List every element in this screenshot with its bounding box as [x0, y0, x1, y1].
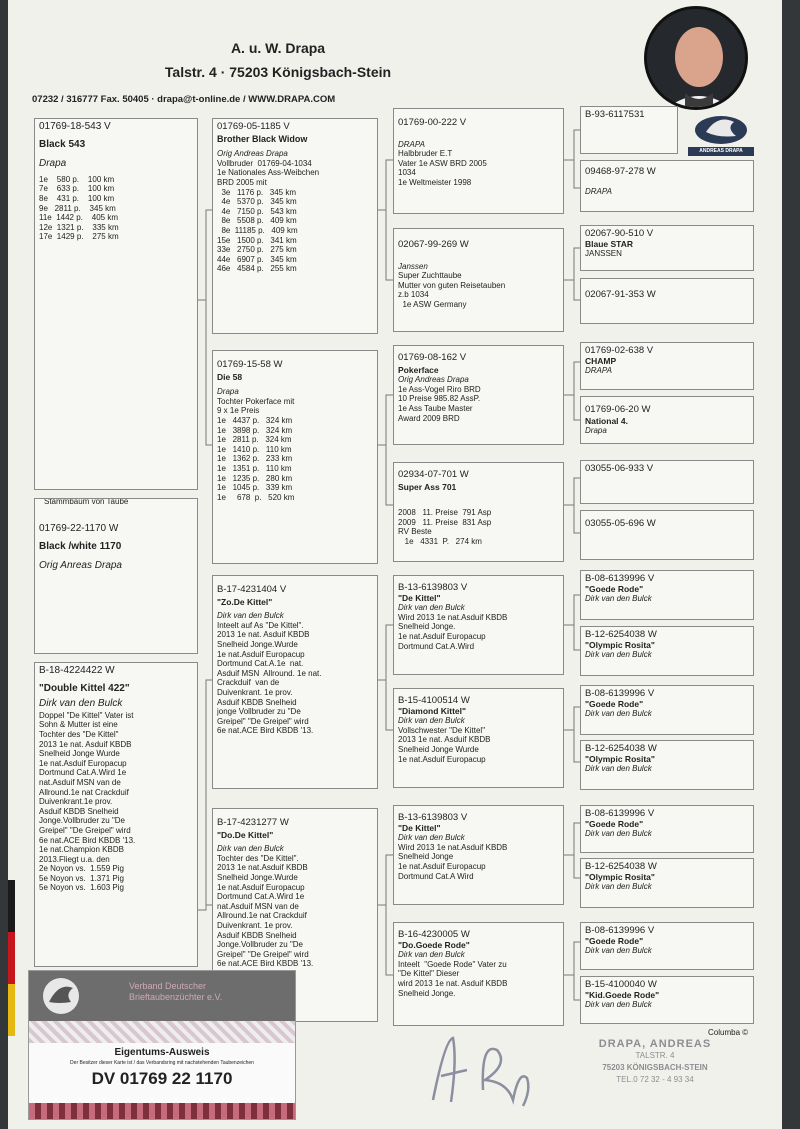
handwritten-signature: [423, 1030, 543, 1121]
pigeon-name: "Double Kittel 422": [39, 682, 130, 694]
info-line: Snelheid Jonge Wurde: [398, 744, 479, 754]
info-line: 1e 4437 p. 324 km: [217, 415, 293, 425]
ring-number: B-13-6139803 V: [398, 812, 468, 823]
pedigree-box-p3: [212, 575, 378, 789]
info-line: Dortmund Cat.A.Wird 1e: [39, 768, 127, 778]
info-line: 4e 7150 p. 543 km: [217, 206, 297, 216]
breeder-name: Orig Anreas Drapa: [39, 560, 122, 572]
pedigree-box-gg14: [580, 858, 754, 908]
info-line: Doppel "De Kittel" Vater ist: [39, 710, 134, 720]
pedigree-box-sire: [34, 118, 198, 490]
pigeon-name: "De Kittel": [398, 592, 441, 603]
ring-number: B-16-4230005 W: [398, 929, 470, 940]
pigeon-name: Pokerface: [398, 364, 439, 375]
info-line: 9 x 1e Preis: [217, 406, 260, 416]
pedigree-box-p1: [212, 118, 378, 334]
info-line: 2013 1e nat.Asduif KBDB: [217, 863, 308, 873]
pigeon-name: Black 543: [39, 138, 86, 150]
pigeon-name: "Olympic Rosita": [585, 871, 655, 882]
ring-number: B-08-6139996 V: [585, 688, 655, 699]
breeder-name: Dirk van den Bulck: [585, 1000, 652, 1010]
breeder-name: Orig Andreas Drapa: [217, 149, 288, 159]
info-line: 1e 678 p. 520 km: [217, 492, 295, 502]
info-line: Vollbruder 01769-04-1034: [217, 158, 312, 168]
info-line: 1e 1235 p. 280 km: [217, 473, 293, 483]
info-line: 8e 5508 p. 409 km: [217, 216, 297, 226]
pigeon-name: "Do.Goede Rode": [398, 939, 470, 950]
columba-credit: Columba ©: [708, 1028, 749, 1037]
pedigree-box-g2: [393, 228, 564, 332]
info-line: 1e nat.Asduif Europacup: [217, 882, 305, 892]
info-line: Mutter von guten Reisetauben: [398, 280, 506, 290]
info-line: 4e 5370 p. 345 km: [217, 197, 297, 207]
breeder-title: A. u. W. Drapa: [230, 40, 326, 56]
pedigree-box-gg1: [580, 106, 678, 154]
pigeon-name: "Do.De Kittel": [217, 829, 274, 840]
info-line: 44e 6907 p. 345 km: [217, 254, 297, 264]
pigeon-name: Black /white 1170: [39, 540, 122, 552]
breeder-name: Dirk van den Bulck: [585, 764, 652, 774]
info-line: 1e nat.Asduif Europacup: [39, 758, 127, 768]
pigeon-emblem-icon: [41, 976, 81, 1016]
info-line: Snelheid Jonge.Wurde: [217, 872, 298, 882]
ring-number: B-08-6139996 V: [585, 573, 655, 584]
info-line: jonge Vollbruder zu "De: [217, 707, 301, 717]
stammbaum-label: Stammbaum von Taube: [41, 498, 131, 507]
info-line: Asduif KBDB Snelheid: [39, 806, 119, 816]
breeder-name: DRAPA: [585, 186, 612, 196]
info-line: Inteelt auf As "De Kittel".: [217, 620, 304, 630]
info-line: 1e 3898 p. 324 km: [217, 425, 293, 435]
stamp-name: DRAPA, ANDREAS: [598, 1038, 712, 1050]
ring-number: B-12-6254038 W: [585, 861, 657, 872]
card-header: [29, 971, 295, 1021]
info-line: 15e 1500 p. 341 km: [217, 235, 297, 245]
pedigree-box-subject: [34, 498, 198, 654]
pedigree-box-gg7: [580, 460, 754, 504]
info-line: 5e Noyon vs. 1.371 Pig: [39, 873, 124, 883]
info-line: 1e Weltmeister 1998: [398, 177, 472, 187]
result-line: 7e 633 p. 100 km: [39, 184, 115, 194]
pigeon-name: Super Ass 701: [398, 481, 457, 492]
info-line: RV Beste: [398, 527, 432, 537]
stamp-tel: TEL.0 72 32 - 4 93 34: [616, 1075, 694, 1084]
stamp-city: 75203 KÖNIGSBACH-STEIN: [602, 1063, 708, 1072]
pigeon-name: Blaue STAR: [585, 238, 634, 249]
pigeon-name: National 4.: [585, 415, 628, 426]
breeder-name: Dirk van den Bulck: [217, 611, 284, 621]
breeder-name: DRAPA: [398, 139, 425, 149]
info-line: "De Kittel" Dieser: [398, 969, 460, 979]
result-line: 17e 1429 p. 275 km: [39, 232, 119, 242]
result-line: 1e 580 p. 100 km: [39, 174, 115, 184]
pedigree-box-gg2: [580, 160, 754, 212]
info-line: Snelheid Jonge.: [398, 622, 456, 632]
info-line: Vater 1e ASW BRD 2005: [398, 158, 487, 168]
result-line: 11e 1442 p. 405 km: [39, 213, 119, 223]
pigeon-name: CHAMP: [585, 355, 617, 366]
breeder-name: DRAPA: [585, 366, 612, 376]
info-line: 1034: [398, 168, 416, 178]
info-line: wird 2013 1e nat. Asduif KBDB: [398, 978, 508, 988]
card-org: [129, 981, 222, 1003]
info-line: Greipel" "De Greipel" wird: [39, 825, 131, 835]
info-line: z.b 1034: [398, 290, 429, 300]
breeder-name: Drapa: [39, 158, 67, 170]
breeder-name: Dirk van den Bulck: [585, 946, 652, 956]
info-line: 6e nat.ACE Bird KBDB '13.: [217, 726, 314, 736]
breeder-address: Talstr. 4 · 75203 Königsbach-Stein: [164, 64, 392, 80]
pigeon-name: "De Kittel": [398, 822, 441, 833]
info-line: 1e 4331 P. 274 km: [398, 536, 482, 546]
info-line: Snelheid Jonge.: [398, 988, 456, 998]
breeder-name: Dirk van den Bulck: [585, 709, 652, 719]
pigeon-name: Die 58: [217, 371, 243, 382]
info-line: Jonge.Vollbruder zu "De: [39, 816, 126, 826]
info-line: Wird 2013 1e nat.Asduif KBDB: [398, 612, 508, 622]
pedigree-box-g4: [393, 462, 564, 562]
info-line: 2008 11. Preise 791 Asp: [398, 508, 492, 518]
pedigree-box-gg9: [580, 570, 754, 620]
info-line: Wird 2013 1e nat.Asduif KBDB: [398, 842, 508, 852]
pigeon-name: "Kid.Goede Rode": [585, 989, 660, 1000]
pedigree-box-gg12: [580, 740, 754, 790]
info-line: 1e nat.Asduif Europacup: [398, 631, 486, 641]
info-line: 1e 1045 p. 339 km: [217, 483, 293, 493]
ring-number: 03055-06-933 V: [585, 463, 654, 474]
info-line: 1e nat.Asduif Europacup: [398, 754, 486, 764]
pedigree-box-g5: [393, 575, 564, 675]
info-line: 5e Noyon vs. 1.603 Pig: [39, 883, 124, 893]
info-line: Asduif MSN Allround. 1e nat.: [217, 668, 322, 678]
pedigree-box-gg6: [580, 396, 754, 444]
ring-number: 02067-90-510 V: [585, 228, 654, 239]
info-line: 1e nat.Asduif Europacup: [398, 861, 486, 871]
pedigree-box-gg5: [580, 342, 754, 390]
info-line: 2e Noyon vs. 1.559 Pig: [39, 864, 124, 874]
info-line: 1e Nationales Ass-Weibchen: [217, 168, 320, 178]
ring-number: 01769-06-20 W: [585, 404, 651, 415]
breeder-name: Dirk van den Bulck: [398, 716, 465, 726]
info-line: Tochter Pokerface mit: [217, 396, 295, 406]
info-line: 6e nat.ACE Bird KBDB '13.: [39, 835, 136, 845]
info-line: Award 2009 BRD: [398, 413, 460, 423]
info-line: 10 Preise 985.82 AssP.: [398, 394, 481, 404]
pigeon-name: "Zo.De Kittel": [217, 596, 273, 607]
info-line: Inteelt "Goede Rode" Vater zu: [398, 959, 507, 969]
info-line: 1e Ass Taube Master: [398, 403, 473, 413]
pedigree-box-g6: [393, 688, 564, 788]
pedigree-box-g1: [393, 108, 564, 214]
ring-number: B-93-6117531: [585, 109, 645, 120]
ring-number: B-08-6139996 V: [585, 808, 655, 819]
info-line: Crackduif van de: [217, 678, 280, 688]
pedigree-box-gg8: [580, 510, 754, 560]
pigeon-name: "Goede Rode": [585, 935, 644, 946]
info-line: 1e nat.Asduif Europacup: [217, 649, 305, 659]
ring-number: 02934-07-701 W: [398, 469, 469, 480]
info-line: Greipel" "De Greipel" wird: [217, 716, 309, 726]
info-line: Allround.1e nat Crackduif: [39, 787, 129, 797]
ring-number: 02067-99-269 W: [398, 239, 469, 250]
stamp-street: TALSTR. 4: [635, 1051, 675, 1060]
ring-number: 01769-00-222 V: [398, 117, 467, 128]
card-footer-band: [29, 1103, 295, 1119]
info-line: 2013 1e nat. Asduif KBDB: [217, 630, 310, 640]
info-line: BRD 2005 mit: [217, 177, 267, 187]
pedigree-box-p2: [212, 350, 378, 564]
pedigree-box-gg4: [580, 278, 754, 324]
info-line: Allround.1e nat Crackduif: [217, 911, 307, 921]
breeder-name: Dirk van den Bulck: [585, 882, 652, 892]
ring-number: B-17-4231277 W: [217, 817, 289, 828]
info-line: Snelheid Jonge.Wurde: [217, 639, 298, 649]
breeder-name: JANSSEN: [585, 249, 622, 259]
info-line: Asduif KBDB Snelheid: [217, 697, 297, 707]
breeder-stamp: [560, 1038, 750, 1086]
card-pattern: [29, 1021, 295, 1043]
pedigree-box-g3: [393, 345, 564, 445]
info-line: 2013 1e nat. Asduif KBDB: [39, 739, 132, 749]
ownership-card: [28, 970, 296, 1120]
breeder-name: Dirk van den Bulck: [217, 844, 284, 854]
info-line: Dortmund Cat.A.1e nat.: [217, 659, 304, 669]
pedigree-sheet: [8, 0, 782, 1129]
info-line: 8e 11185 p. 409 km: [217, 225, 298, 235]
ring-number: 01769-05-1185 V: [217, 121, 290, 132]
pedigree-box-g8: [393, 922, 564, 1026]
pedigree-box-gg16: [580, 976, 754, 1024]
pedigree-box-gg10: [580, 626, 754, 676]
breeder-name: Dirk van den Bulck: [585, 829, 652, 839]
info-line: 1e 1351 p. 110 km: [217, 463, 292, 473]
pigeon-name: "Goede Rode": [585, 583, 644, 594]
info-line: 3e 1176 p. 345 km: [217, 187, 297, 197]
breeder-name: Orig Andreas Drapa: [398, 375, 469, 385]
ring-number: 09468-97-278 W: [585, 166, 656, 177]
pigeon-name: Brother Black Widow: [217, 133, 308, 144]
info-line: 2013 1e nat. Asduif KBDB: [398, 735, 491, 745]
info-line: Dortmund Cat.A.Wird: [398, 641, 475, 651]
info-line: Duivenkrant. 1e prov.: [217, 687, 293, 697]
breeder-name: Dirk van den Bulck: [398, 603, 465, 613]
card-org-line: Brieftaubenzüchter e.V.: [129, 992, 223, 1002]
info-line: 1e Ass-Vogel Riro BRD: [398, 384, 481, 394]
pedigree-box-gg11: [580, 685, 754, 735]
info-line: nat.Asduif MSN van de: [217, 901, 299, 911]
info-line: 1e 2811 p. 324 km: [217, 435, 292, 445]
ring-number: B-12-6254038 W: [585, 629, 657, 640]
pedigree-box-g7: [393, 805, 564, 905]
info-line: Asduif KBDB Snelheid: [217, 930, 297, 940]
info-line: 1e ASW Germany: [398, 299, 467, 309]
ring-number: 01769-02-638 V: [585, 345, 654, 356]
info-line: 6e nat.ACE Bird KBDB '13.: [217, 959, 314, 969]
breeder-name: Drapa: [585, 426, 607, 436]
info-line: Snelheid Jonge: [398, 852, 454, 862]
ring-number: B-17-4231404 V: [217, 584, 287, 595]
info-line: Dortmund Cat.A Wird: [398, 871, 474, 881]
info-line: Duivenkrant.1e prov.: [39, 797, 113, 807]
ring-number: 01769-08-162 V: [398, 352, 467, 363]
logo-badge: ANDREAS DRAPA: [688, 108, 754, 160]
info-line: Vollschwester "De Kittel": [398, 725, 486, 735]
info-line: Sohn & Mutter ist eine: [39, 720, 118, 730]
breeder-name: Dirk van den Bulck: [585, 650, 652, 660]
info-line: Snelheid Jonge Wurde: [39, 749, 120, 759]
info-line: Jonge.Vollbruder zu "De: [217, 940, 304, 950]
pedigree-box-gg13: [580, 805, 754, 853]
info-line: 1e nat.Champion KBDB: [39, 845, 124, 855]
pigeon-name: "Olympic Rosita": [585, 639, 655, 650]
pedigree-box-gg3: [580, 225, 754, 271]
pedigree-box-dam: [34, 662, 198, 967]
card-title: Eigentums-Ausweis: [114, 1047, 210, 1058]
ring-number: B-15-4100514 W: [398, 695, 470, 706]
breeder-name: Dirk van den Bulck: [39, 698, 123, 710]
info-line: 2013.Fliegt u.a. den: [39, 854, 110, 864]
info-line: Tochter des "De Kittel".: [217, 853, 299, 863]
ring-number: 02067-91-353 W: [585, 289, 656, 300]
ring-number: B-13-6139803 V: [398, 582, 468, 593]
info-line: Super Zuchttaube: [398, 271, 462, 281]
result-line: 8e 431 p. 100 km: [39, 193, 115, 203]
ring-number: B-18-4224422 W: [39, 665, 115, 676]
ring-number: 01769-22-1170 W: [39, 523, 119, 534]
info-line: 2009 11. Preise 831 Asp: [398, 517, 492, 527]
signature-icon: [423, 1030, 543, 1110]
ring-number: B-15-4100040 W: [585, 979, 657, 990]
info-line: 1e 1362 p. 233 km: [217, 454, 293, 464]
ring-number: 01769-18-543 V: [39, 121, 111, 132]
info-line: Greipel" "De Greipel" wird: [217, 949, 309, 959]
pigeon-name: "Olympic Rosita": [585, 753, 655, 764]
pigeon-name: "Goede Rode": [585, 698, 644, 709]
ring-number: 03055-05-696 W: [585, 518, 656, 529]
breeder-contact: 07232 / 316777 Fax. 50405 · drapa@t-online.de / WWW.DRAPA.COM: [32, 94, 336, 105]
card-org-line: Verband Deutscher: [129, 981, 207, 991]
ring-number: B-12-6254038 W: [585, 743, 657, 754]
ring-number: 01769-15-58 W: [217, 359, 283, 370]
card-subtitle: Der Besitzer dieser Karte ist / das Verbandsring mit nachstehenden Taubenzeichen: [70, 1060, 254, 1066]
breeder-name: Drapa: [217, 387, 239, 397]
pigeon-name: "Goede Rode": [585, 818, 644, 829]
info-line: Duivenkrant. 1e prov.: [217, 920, 293, 930]
info-line: 1e 1410 p. 110 km: [217, 444, 292, 454]
info-line: Dortmund Cat.A.Wird 1e: [217, 892, 305, 902]
info-line: Tochter des "De Kittel": [39, 729, 119, 739]
info-line: 33e 2750 p. 275 km: [217, 245, 297, 255]
result-line: 12e 1321 p. 335 km: [39, 222, 119, 232]
breeder-name: Janssen: [398, 261, 428, 271]
breeder-name: Dirk van den Bulck: [585, 594, 652, 604]
pigeon-name: "Diamond Kittel": [398, 705, 467, 716]
card-ring-number: DV 01769 22 1170: [91, 1069, 233, 1088]
pedigree-box-gg15: [580, 922, 754, 970]
info-line: 46e 4584 p. 255 km: [217, 264, 297, 274]
ring-number: B-08-6139996 V: [585, 925, 655, 936]
breeder-name: Dirk van den Bulck: [398, 833, 465, 843]
result-line: 9e 2811 p. 345 km: [39, 203, 116, 213]
breeder-name: Dirk van den Bulck: [398, 950, 465, 960]
info-line: Halbbruder E.T: [398, 149, 453, 159]
info-line: nat.Asduif MSN van de: [39, 777, 121, 787]
